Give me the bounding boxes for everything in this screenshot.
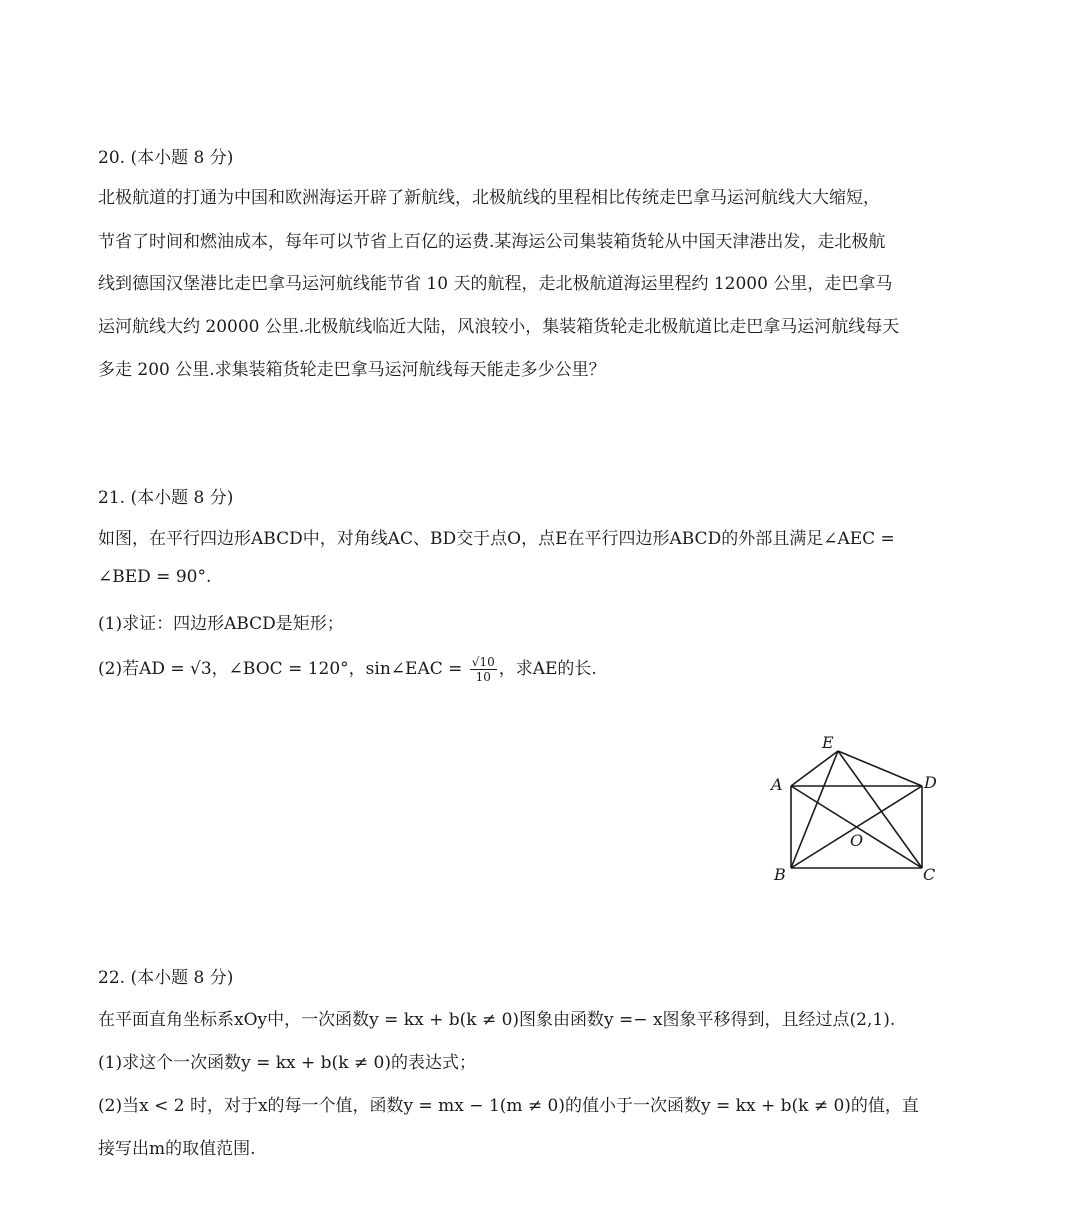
q22-line-1: 在平面直角坐标系xOy中，一次函数y = kx + b(k ≠ 0)图象由函数y =− x图象平移得到，且经过点(2,1). bbox=[98, 1010, 896, 1030]
q21-part-2 bbox=[98, 654, 597, 684]
q20-line-4: 运河航线大约 20000 公里.北极航线临近大陆，风浪较小，集装箱货轮走北极航道比走巴拿马运河航线每天 bbox=[98, 317, 900, 337]
geometry-figure bbox=[766, 728, 946, 888]
label-E: E bbox=[822, 733, 834, 752]
q21-line-1: 如图，在平行四边形ABCD中，对角线AC、BD交于点O，点E在平行四边形ABCD的外部且满足∠AEC = bbox=[98, 529, 895, 549]
label-O: O bbox=[850, 831, 864, 850]
q21-line-2: ∠BED = 90°. bbox=[98, 567, 212, 587]
fraction bbox=[470, 655, 497, 684]
label-B: B bbox=[774, 865, 786, 884]
q20-header: 20. (本小题 8 分) bbox=[98, 148, 234, 168]
q22-part-2-line-2: 接写出m的取值范围. bbox=[98, 1139, 256, 1159]
q20-line-3: 线到德国汉堡港比走巴拿马运河航线能节省 10 天的航程，走北极航道海运里程约 12000 公里，走巴拿马 bbox=[98, 274, 893, 294]
q20-line-1: 北极航道的打通为中国和欧洲海运开辟了新航线，北极航线的里程相比传统走巴拿马运河航线大大缩短， bbox=[98, 188, 880, 208]
q21-part-1: (1)求证：四边形ABCD是矩形； bbox=[98, 614, 344, 634]
q21-header: 21. (本小题 8 分) bbox=[98, 488, 234, 508]
label-C: C bbox=[923, 865, 936, 884]
fraction-numerator: √10 bbox=[471, 655, 495, 669]
q21-part-2-text-b: ，求AE的长. bbox=[498, 659, 597, 679]
q21-part-2-text-a: (2)若AD = √3，∠BOC = 120°，sin∠EAC = bbox=[98, 659, 468, 679]
label-D: D bbox=[924, 773, 937, 792]
q20-line-5: 多走 200 公里.求集装箱货轮走巴拿马运河航线每天能走多少公里？ bbox=[98, 360, 606, 380]
q22-part-2-line-1: (2)当x < 2 时，对于x的每一个值，函数y = mx − 1(m ≠ 0)的值小于一次函数y = kx + b(k ≠ 0)的值，直 bbox=[98, 1096, 919, 1116]
q22-part-1: (1)求这个一次函数y = kx + b(k ≠ 0)的表达式； bbox=[98, 1053, 476, 1073]
label-A: A bbox=[771, 775, 783, 794]
fraction-denominator: 10 bbox=[475, 670, 491, 684]
q20-line-2: 节省了时间和燃油成本，每年可以节省上百亿的运费.某海运公司集装箱货轮从中国天津港出发，走北极航 bbox=[98, 232, 886, 252]
q22-header: 22. (本小题 8 分) bbox=[98, 968, 234, 988]
